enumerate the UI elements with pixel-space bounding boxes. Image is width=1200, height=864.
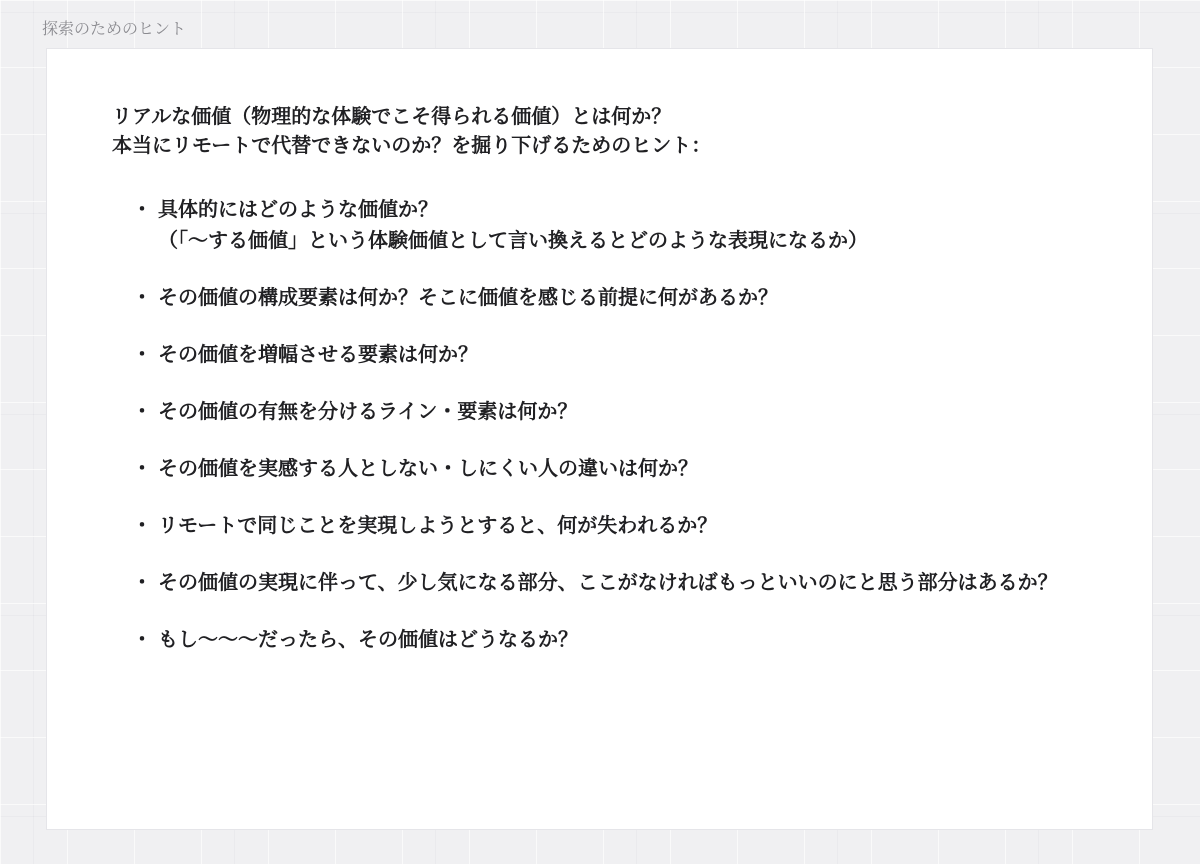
bullet-marker: ・ — [132, 458, 152, 480]
bullet-marker: ・ — [132, 344, 152, 366]
hint-item — [132, 568, 1122, 599]
bullet-marker: ・ — [132, 629, 152, 651]
hint-item — [132, 340, 1122, 371]
hint-text: その価値を増幅させる要素は何か？ — [158, 344, 478, 366]
hints-text-block[interactable] — [112, 103, 1122, 682]
hint-item — [132, 511, 1122, 542]
hint-item — [132, 397, 1122, 428]
hint-item — [132, 454, 1122, 485]
hint-text: リモートで同じことを実現しようとすると、何が失われるか？ — [158, 515, 718, 537]
hint-text: その価値の構成要素は何か？そこに価値を感じる前提に何があるか？ — [158, 287, 778, 309]
hint-item — [132, 195, 1122, 257]
intro-line-2: 本当にリモートで代替できないのか？を掘り下げるためのヒント： — [112, 135, 712, 157]
hint-text: その価値の有無を分けるライン・要素は何か？ — [158, 401, 578, 423]
hint-subtext: （「〜する価値」という体験価値として言い換えるとどのような表現になるか） — [158, 230, 868, 252]
frame-card[interactable] — [46, 48, 1153, 830]
frame-title[interactable]: 探索のためのヒント — [42, 21, 187, 38]
hint-item — [132, 625, 1122, 656]
bullet-marker: ・ — [132, 401, 152, 423]
bullet-marker: ・ — [132, 199, 152, 221]
hint-text: もし〜〜〜だったら、その価値はどうなるか？ — [158, 629, 578, 651]
hint-text: 具体的にはどのような価値か？ — [158, 199, 438, 221]
bullet-marker: ・ — [132, 515, 152, 537]
bullet-marker: ・ — [132, 287, 152, 309]
intro-paragraph — [112, 103, 1122, 161]
hint-item — [132, 283, 1122, 314]
hint-text: その価値を実感する人としない・しにくい人の違いは何か？ — [158, 458, 698, 480]
hint-list — [132, 195, 1122, 656]
hint-text: その価値の実現に伴って、少し気になる部分、ここがなければもっといいのにと思う部分はあるか？ — [158, 572, 1058, 594]
intro-line-1: リアルな価値（物理的な体験でこそ得られる価値）とは何か？ — [112, 106, 672, 128]
bullet-marker: ・ — [132, 572, 152, 594]
